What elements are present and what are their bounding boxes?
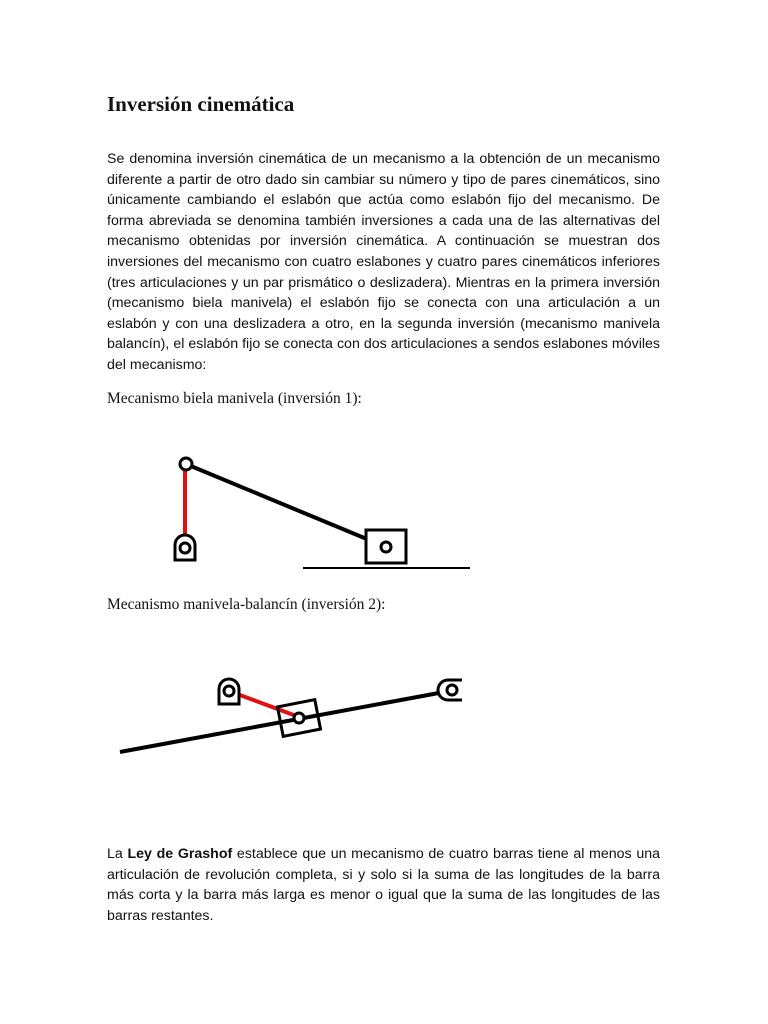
intro-paragraph: Se denomina inversión cinemática de un mecanismo a la obtención de un mecanismo diferente a partir de otro dado sin cambiar su número y tipo de pares cinemáticos, sino únicamente cambiando el eslabón que actúa como eslabón fijo del mecanismo. De forma abreviada se denomina también inversiones a cada una de las alternativas del mecanismo obtenidas por inversión cinemática. A continuación se muestran dos inversiones del mecanismo con cuatro eslabones y cuatro pares cinemáticos inferiores (tres articulaciones y un par prismático o deslizadera). Mientras en la primera inversión (mecanismo biela manivela) el eslabón fijo se conecta con una articulación a un eslabón y con una deslizadera a otro, en la segunda inversión (mecanismo manivela balancín), el eslabón fijo se conecta con dos articulaciones a sendos eslabones móviles del mecanismo: (107, 151, 660, 373)
caption-inversion-1: Mecanismo biela manivela (inversión 1): (107, 390, 362, 407)
caption-inversion-2: Mecanismo manivela-balancín (inversión 2): (107, 596, 386, 613)
right-fixed-pivot-joint (447, 685, 457, 695)
grashof-paragraph (107, 844, 660, 926)
page-title: Inversión cinemática (107, 92, 295, 116)
fixed-pivot-joint (180, 543, 190, 553)
grashof-text: establece que un mecanismo de cuatro barras tiene al menos una articulación de revolución completa, si y solo si la suma de las longitudes de la barra más corta y la barra más larga es menor o igual que la suma de las longitudes de las barras restantes. (107, 846, 660, 924)
rocker-bar (120, 690, 455, 752)
connecting-rod (186, 464, 386, 547)
slider-joint (294, 713, 304, 723)
crank-rod-joint (180, 458, 192, 470)
grashof-prefix: La (107, 846, 128, 862)
grashof-law-name: Ley de Grashof (127, 846, 233, 862)
crank-rocker-diagram (0, 660, 768, 770)
slider-joint (381, 542, 391, 552)
left-fixed-pivot-joint (224, 686, 234, 696)
slider-crank-diagram (0, 440, 768, 580)
